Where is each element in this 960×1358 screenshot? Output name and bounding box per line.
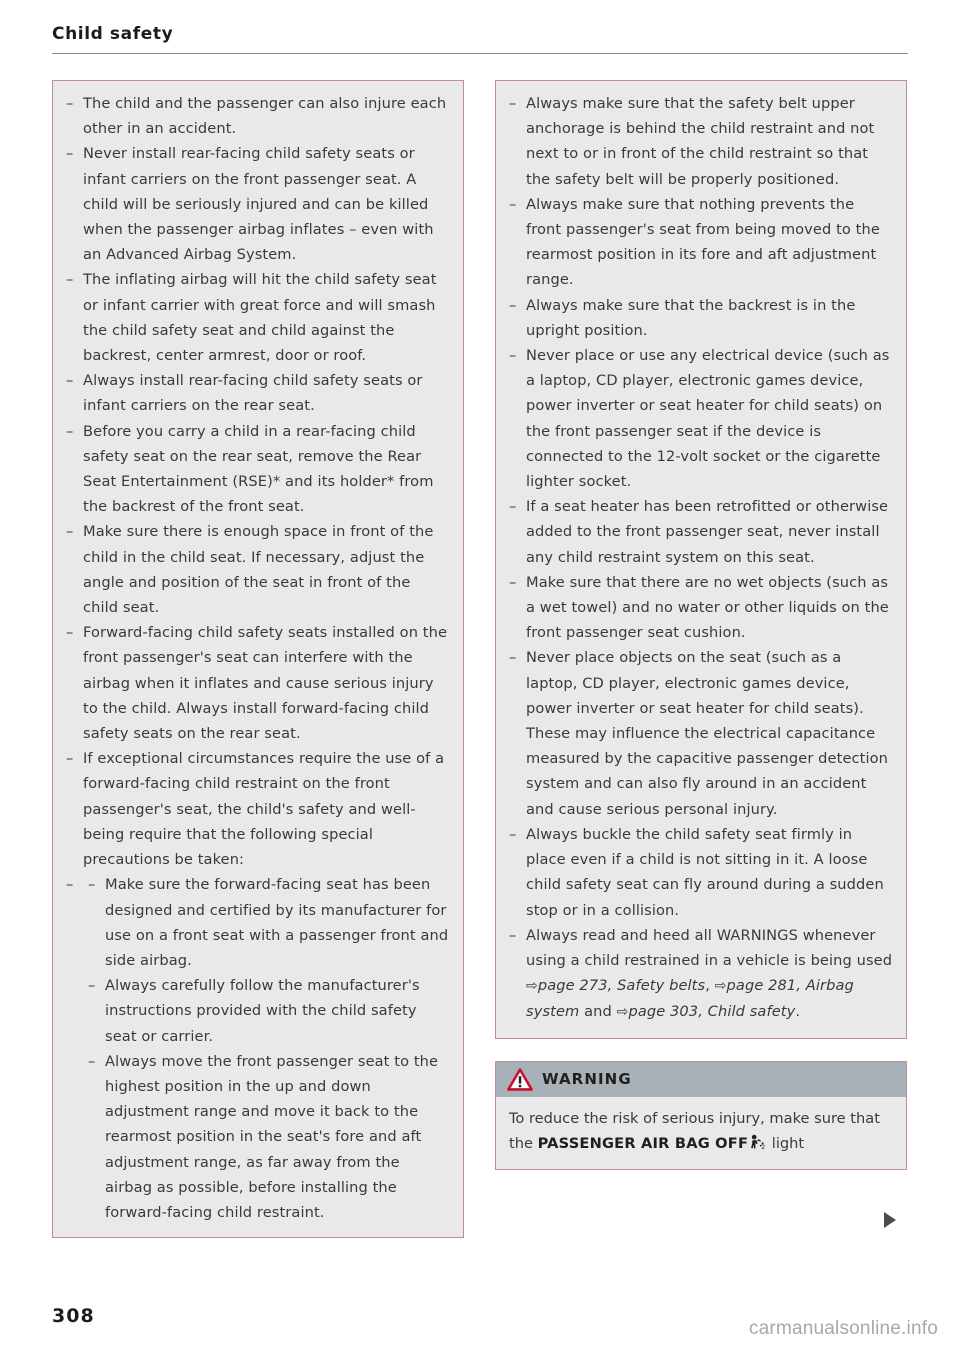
airbag-off-icon bbox=[749, 1133, 766, 1158]
warning-triangle-icon bbox=[507, 1068, 533, 1091]
crossref-link-airbag-system[interactable]: page 281, Airbag system bbox=[526, 977, 854, 1021]
crossref-link-safety-belts[interactable]: page 273, Safety belts bbox=[537, 977, 706, 995]
list-item: – Always buckle the child safety seat firmly in place even if a child is not sitting in it. A loose child safety seat can fly around during a sudden stop or in a collision. bbox=[509, 822, 893, 923]
list-item: – Forward-facing child safety seats installed on the front passenger's seat can interfere with the airbag when it inflates and cause serious injury to the child. Always install forward-facing child safety seats on the rear seat. bbox=[66, 620, 450, 746]
crossref-separator: and bbox=[579, 1003, 617, 1021]
list-item: – If exceptional circumstances require the use of a forward-facing child restraint on the front passenger's seat, the child's safety and well-being require that the following special precautions be taken: bbox=[66, 746, 450, 872]
crossref-link-child-safety[interactable]: page 303, Child safety bbox=[628, 1003, 796, 1021]
list-item: – The inflating airbag will hit the child safety seat or infant carrier with great force and will smash the child safety seat and child against the backrest, center armrest, door or roof. bbox=[66, 267, 450, 368]
warning-label: WARNING bbox=[542, 1070, 632, 1089]
page-number: 308 bbox=[52, 1305, 95, 1327]
list-item: – Never install rear-facing child safety seats or infant carriers on the front passenger seat. A child will be seriously injured and can be killed when the passenger airbag inflates – even with an Advanced Airbag System. bbox=[66, 141, 450, 267]
left-bullet-list bbox=[66, 91, 450, 1225]
left-warning-list-box bbox=[52, 80, 464, 1238]
list-item: – Make sure there is enough space in front of the child in the child seat. If necessary, adjust the angle and position of the seat in front of the child seat. bbox=[66, 519, 450, 620]
list-item: – Always make sure that the safety belt upper anchorage is behind the child restraint and not next to or in front of the child restraint so that the safety belt will be properly positioned. bbox=[509, 91, 893, 192]
svg-text:2: 2 bbox=[761, 1144, 766, 1150]
warning-callout bbox=[495, 1061, 907, 1171]
list-item: – Make sure that there are no wet objects (such as a wet towel) and no water or other liquids on the front passenger seat cushion. bbox=[509, 570, 893, 646]
nested-list-host bbox=[66, 872, 450, 1225]
list-item: – Always make sure that nothing prevents the front passenger's seat from being moved to the rearmost position in its fore and aft adjustment range. bbox=[509, 192, 893, 293]
right-column bbox=[495, 80, 907, 1238]
header-divider bbox=[52, 53, 908, 54]
content-columns bbox=[52, 80, 908, 1238]
warning-body-text bbox=[496, 1097, 906, 1170]
list-item: – The child and the passenger can also injure each other in an accident. bbox=[66, 91, 450, 141]
warning-text-after: light bbox=[767, 1134, 805, 1152]
left-column bbox=[52, 80, 464, 1238]
list-item: – Always install rear-facing child safety seats or infant carriers on the rear seat. bbox=[66, 368, 450, 418]
list-item: – Never place objects on the seat (such as a laptop, CD player, electronic games device, power inverter or seat heater for child seats). These may influence the electrical capacitance measured by the capacitive passenger detection system and can also fly around in an accident and cause serious personal injury. bbox=[509, 645, 893, 821]
warning-header-band bbox=[496, 1062, 906, 1097]
left-sub-bullet-list bbox=[83, 872, 450, 1225]
crossref-separator: , bbox=[705, 977, 715, 995]
sub-list-item: – Always carefully follow the manufacturer's instructions provided with the child safety seat or carrier. bbox=[88, 973, 450, 1049]
list-item: – Before you carry a child in a rear-facing child safety seat on the rear seat, remove the Rear Seat Entertainment (RSE)* and its holder* from the backrest of the front seat. bbox=[66, 419, 450, 520]
warning-text-bold: PASSENGER AIR BAG OFF bbox=[537, 1134, 749, 1152]
right-bullet-list bbox=[509, 91, 893, 1026]
sub-list-item: – – Make sure the forward-facing seat has been designed and certified by its manufacturer for use on a front seat with a passenger front and side airbag. bbox=[88, 872, 450, 973]
crossref-arrow-icon: ⇨ bbox=[714, 978, 727, 995]
crossref-arrow-icon: ⇨ bbox=[526, 978, 538, 995]
sub-list-item: – Always move the front passenger seat to the highest position in the up and down adjustment range and move it back to the rearmost position in the seat's fore and aft adjustment range, as far away from the airbag as possible, before installing the forward-facing child restraint. bbox=[88, 1049, 450, 1225]
crossref-period: . bbox=[795, 1003, 801, 1021]
list-item: – Always make sure that the backrest is in the upright position. bbox=[509, 293, 893, 343]
list-item-with-crossrefs bbox=[509, 923, 893, 1026]
crossref-lead-text: Always read and heed all WARNINGS whenever using a child restrained in a vehicle is being used bbox=[526, 926, 893, 969]
crossref-arrow-icon: ⇨ bbox=[616, 1004, 629, 1021]
page-header bbox=[52, 24, 908, 54]
continuation-arrow-icon bbox=[884, 1212, 896, 1228]
warning-text-before: To reduce the risk of serious injury, make sure that the bbox=[509, 1109, 880, 1152]
right-warning-list-box bbox=[495, 80, 907, 1039]
page-title: Child safety bbox=[52, 24, 174, 44]
list-item: – If a seat heater has been retrofitted or otherwise added to the front passenger seat, never install any child restraint system on this seat. bbox=[509, 494, 893, 570]
list-item: – Never place or use any electrical device (such as a laptop, CD player, electronic games device, power inverter or seat heater for child seats) on the front passenger seat if the device is connected to the 12-volt socket or the cigarette lighter socket. bbox=[509, 343, 893, 494]
source-watermark: carmanualsonline.info bbox=[748, 1318, 938, 1339]
